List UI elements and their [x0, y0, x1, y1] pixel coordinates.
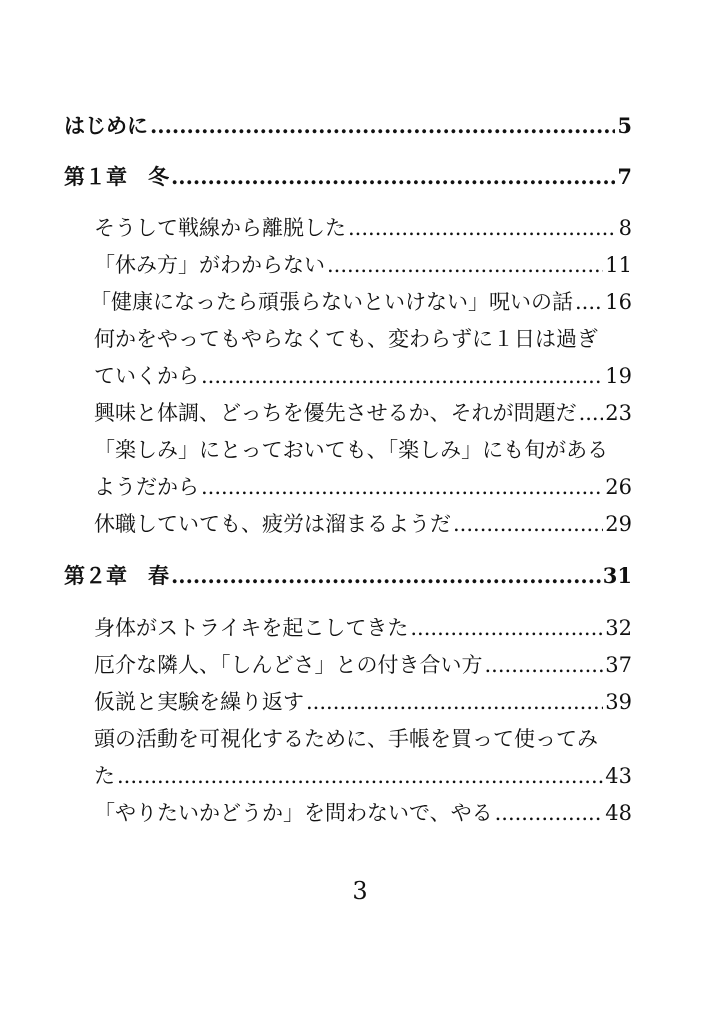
toc-item-label: 身体がストライキを起こしてきた [94, 616, 409, 640]
chapter-title: 第２章 春 [64, 563, 169, 588]
toc-item-continuation [94, 362, 632, 390]
dot-leader [201, 473, 603, 501]
dot-leader [171, 163, 615, 191]
toc-item [94, 399, 632, 427]
toc-item-page: 48 [605, 801, 632, 825]
dot-leader [495, 799, 604, 827]
toc-item-page: 16 [605, 290, 632, 314]
toc-item [94, 251, 632, 279]
toc-item-page: 29 [605, 512, 632, 536]
toc-item [94, 510, 632, 538]
toc-item-label: 興味と体調、どっちを優先させるか、それが問題だ [94, 401, 577, 425]
dot-leader [117, 762, 603, 790]
page-number: 3 [352, 877, 368, 905]
dot-leader [453, 510, 603, 538]
dot-leader [150, 112, 615, 140]
toc-item-label: 「楽しみ」にとっておいても、「楽しみ」にも旬がある [94, 438, 609, 462]
dot-leader [485, 651, 604, 679]
toc-item [90, 288, 632, 316]
dot-leader [201, 362, 603, 390]
dot-leader [579, 399, 604, 427]
toc-item-label-cont: ていくから [94, 364, 199, 388]
toc-item [94, 325, 632, 353]
toc-item-label: 休職していても、疲労は溜まるようだ [94, 512, 451, 536]
dot-leader [327, 251, 603, 279]
toc-item-label: 厄介な隣人、「しんどさ」との付き合い方 [94, 653, 483, 677]
toc-item [94, 688, 632, 716]
toc-entry-intro [64, 112, 632, 140]
toc-item-label: 「やりたいかどうか」を問わないで、やる [94, 801, 493, 825]
toc-item-label: 「休み方」がわからない [94, 253, 325, 277]
toc-chapter-1 [64, 163, 632, 191]
chapter-title: 第１章 冬 [64, 164, 169, 189]
toc-item [94, 214, 632, 242]
toc-item [94, 799, 632, 827]
toc-item-label: 「健康になったら頑張らないといけない」呪いの話 [90, 290, 573, 314]
toc-entry-page: 5 [617, 113, 632, 138]
chapter-page: 7 [617, 164, 632, 189]
toc-item-label: 仮説と実験を繰り返す [94, 690, 304, 714]
chapter-page: 31 [602, 563, 632, 588]
dot-leader [171, 562, 601, 590]
toc-item [94, 725, 632, 753]
dot-leader [575, 288, 603, 316]
toc-item-label: そうして戦線から離脱した [94, 216, 346, 240]
toc-item [94, 651, 632, 679]
toc-item-page: 19 [605, 364, 632, 388]
dot-leader [348, 214, 617, 242]
toc-item-page: 11 [605, 253, 632, 277]
toc-item-page: 37 [605, 653, 632, 677]
toc-item-continuation [94, 473, 632, 501]
toc-chapter-2 [64, 562, 632, 590]
toc-item-label: 頭の活動を可視化するために、手帳を買って使ってみ [94, 727, 598, 751]
toc-item-page: 32 [605, 616, 632, 640]
dot-leader [410, 614, 603, 642]
toc-item-page: 8 [618, 216, 632, 240]
toc-item [94, 436, 632, 464]
toc-item-page: 43 [605, 764, 632, 788]
toc-item-label-cont: た [94, 764, 115, 788]
toc-item-page: 23 [605, 401, 632, 425]
toc-item-label: 何かをやってもやらなくても、変わらずに１日は過ぎ [94, 327, 598, 351]
toc-item [94, 614, 632, 642]
toc-item-page: 26 [605, 475, 632, 499]
toc-entry-label: はじめに [64, 113, 148, 138]
toc-item-page: 39 [605, 690, 632, 714]
toc-item-continuation [94, 762, 632, 790]
dot-leader [306, 688, 603, 716]
toc-item-label-cont: ようだから [94, 475, 199, 499]
